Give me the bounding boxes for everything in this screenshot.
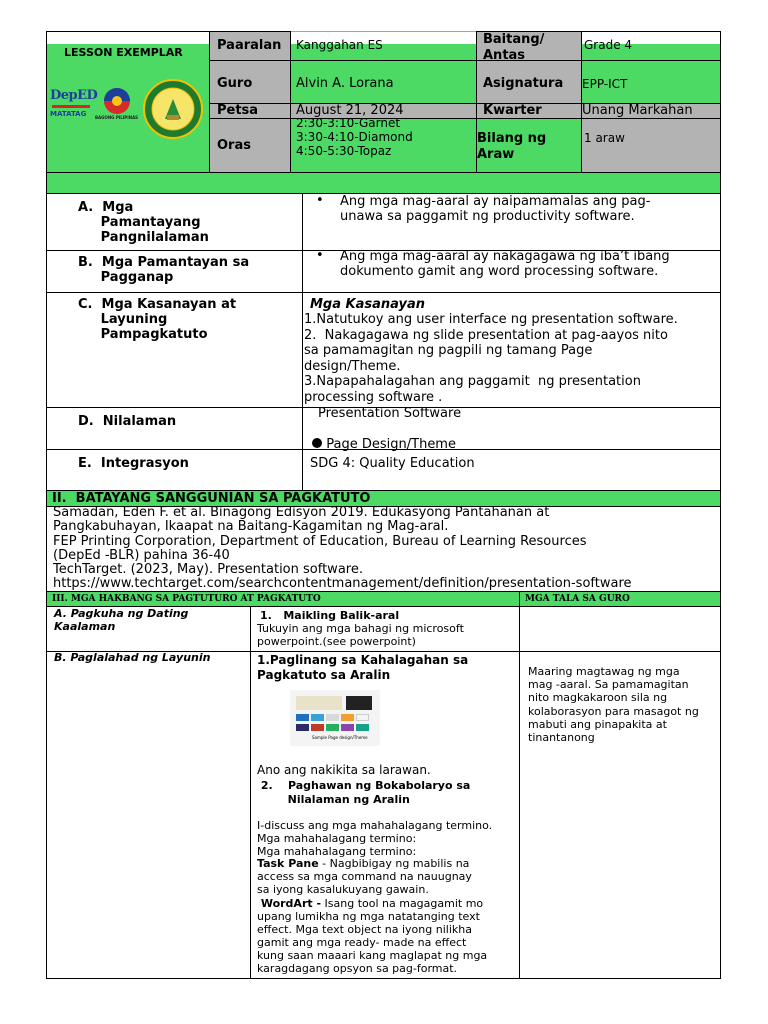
value-baitang: Grade 4 — [584, 38, 633, 52]
value-guro: Alvin A. Lorana — [296, 76, 394, 91]
theme-thumb-2 — [346, 696, 372, 710]
step-b-title: 1.Paglinang sa Kahalagahan sa Pagkatuto sa Aralin — [257, 653, 469, 682]
term1-def: - Nagbibigay ng mabilis na access sa mga command na nauugnay sa iyong kasalukuyang gawain. — [257, 857, 472, 896]
green-band — [46, 172, 721, 194]
label-petsa: Petsa — [217, 103, 259, 118]
sample-theme-image — [290, 690, 380, 746]
content-e: SDG 4: Quality Education — [310, 456, 475, 471]
school-seal-logo — [143, 79, 203, 139]
row-e-divider — [302, 449, 303, 491]
notes-heading: MGA TALA SA GURO — [525, 594, 630, 604]
row-c-divider — [302, 292, 303, 408]
term2-def: Isang tool na magagamit mo upang lumikha ng mga natatanging text effect. Mga text object na iyong nilikha gamit ang mga ready- made na effect kung saan maaari kang maglapat ng mga karagdagang opsyon sa pag-format. — [257, 897, 488, 975]
bagong-pilipinas-icon — [97, 86, 137, 116]
bagong-pilipinas-logo — [97, 86, 137, 126]
value-paaralan: Kanggahan ES — [296, 38, 383, 52]
step-row-a-div2 — [519, 606, 520, 652]
image-caption: Sample Page design/Theme — [312, 735, 368, 740]
step-a-title: 1. Maikling Balik-aral — [260, 609, 400, 622]
value-petsa: August 21, 2024 — [296, 103, 404, 118]
term2-block — [257, 898, 487, 976]
theme-thumb-12 — [356, 724, 369, 731]
term1: Task Pane — [257, 857, 319, 870]
label-b: B. Mga Pamantayan sa Pagganap — [78, 255, 250, 285]
row-a-divider — [302, 193, 303, 251]
theme-thumb-7 — [356, 714, 369, 721]
term1-block — [257, 858, 472, 897]
theme-thumb-10 — [326, 724, 339, 731]
theme-thumb-8 — [296, 724, 309, 731]
theme-thumb-9 — [311, 724, 324, 731]
term2: WordArt - — [257, 897, 322, 910]
section3-heading: III. MGA HAKBANG SA PAGTUTURO AT PAGKATUTO — [52, 594, 321, 604]
deped-logo — [50, 88, 98, 128]
value-asignatura: EPP-ICT — [582, 77, 628, 91]
row-d-divider — [302, 407, 303, 450]
label-e: E. Integrasyon — [78, 456, 189, 471]
step-b-question: Ano ang nakikita sa larawan. — [257, 763, 431, 777]
step-row-a-div1 — [250, 606, 251, 652]
value-kwarter: Unang Markahan — [582, 103, 693, 118]
label-kwarter: Kwarter — [483, 103, 542, 118]
step-row-b-div1 — [250, 651, 251, 979]
cell-bilang-value — [581, 118, 721, 173]
theme-thumb-1 — [296, 696, 342, 710]
label-a: A. Mga Pamantayang Pangnilalaman — [78, 200, 209, 245]
content-d-line2: Page Design/Theme — [326, 436, 456, 452]
step-row-b-div2 — [519, 651, 520, 979]
theme-thumb-3 — [296, 714, 309, 721]
content-c: 1.Natutukoy ang user interface ng presentation software. 2. Nakagagawa ng slide presentation at pag-aayos nito sa pamamagitan ng pagpili ng tamang Page design/Theme. 3.Napapahalagahan ang paggamit ng presentation processing software . — [304, 312, 678, 405]
theme-thumb-11 — [341, 724, 354, 731]
row-b-divider — [302, 250, 303, 293]
bullet-icon — [312, 438, 322, 448]
heading-kasanayan: Mga Kasanayan — [310, 297, 426, 312]
step-b-intro: I-discuss ang mga mahahalagang termino. Mga mahahalagang termino: Mga mahahalagang termino: — [257, 819, 493, 858]
content-b: Ang mga mag-aaral ay nakagagawa ng iba’t ibang dokumento gamit ang word processing software. — [340, 249, 670, 279]
content-b-bullet: • — [316, 248, 324, 263]
section3-heading-divider — [519, 591, 520, 607]
label-d: D. Nilalaman — [78, 414, 177, 429]
label-bilang: Bilang ng Araw — [477, 131, 547, 162]
section2-text: Samadan, Eden F. et al. Binagong Edisyon 2019. Edukasyong Pantahanan at Pangkabuhayan, Ikaapat na Baitang-Kagamitan ng Mag-aral. FEP Printing Corporation, Department of Education, Bureau of Learning Resources (DepEd -BLR) pahina 36-40 TechTarget. (2023, May). Presentation software. https://www.techtarget.com/searchcontentmanagement/definition/presentation-software — [53, 505, 632, 592]
value-bilang: 1 araw — [584, 131, 625, 145]
content-d-line2-wrap — [304, 421, 456, 452]
label-asignatura: Asignatura — [483, 76, 564, 91]
label-paaralan: Paaralan — [217, 38, 282, 53]
value-oras: 2:30-3:10-Garnet 3:30-4:10-Diamond 4:50-5:30-Topaz — [296, 116, 413, 159]
matatag-text: MATATAG — [50, 110, 87, 118]
content-d-line1: Presentation Software — [318, 406, 462, 421]
label-guro: Guro — [217, 76, 253, 91]
deped-logo-text: DepED — [50, 88, 98, 103]
label-baitang: Baitang/ Antas — [483, 32, 545, 63]
school-seal-icon — [143, 79, 203, 139]
step-a-text: Tukuyin ang mga bahagi ng microsoft powerpoint.(see powerpoint) — [257, 622, 464, 648]
lesson-exemplar-title: LESSON EXEMPLAR — [64, 46, 183, 59]
deped-logo-underline — [52, 105, 90, 108]
theme-thumb-4 — [311, 714, 324, 721]
section2-heading: II. BATAYANG SANGGUNIAN SA PAGKATUTO — [52, 491, 371, 506]
theme-thumb-5 — [326, 714, 339, 721]
theme-thumb-6 — [341, 714, 354, 721]
content-a-bullet: • — [316, 193, 324, 208]
label-oras: Oras — [217, 138, 251, 153]
bagong-pilipinas-text: BAGONG PILIPINAS — [95, 115, 139, 120]
step-a-label: A. Pagkuha ng Dating Kaalaman — [54, 607, 189, 634]
step-b-title2: 2. Paghawan ng Bokabolaryo sa Nilalaman ng Aralin — [260, 779, 471, 807]
step-b-label: B. Paglalahad ng Layunin — [54, 651, 211, 664]
label-c: C. Mga Kasanayan at Layuning Pampagkatuto — [78, 297, 237, 342]
content-a: Ang mga mag-aaral ay naipamamalas ang pag- unawa sa paggamit ng productivity software. — [340, 194, 651, 224]
teacher-note: Maaring magtawag ng mga mag -aaral. Sa pamamagitan nito magkakaroon sila ng kolaborasyon para masagot ng mabuti ang pinapakita at tinantanong — [528, 665, 699, 744]
